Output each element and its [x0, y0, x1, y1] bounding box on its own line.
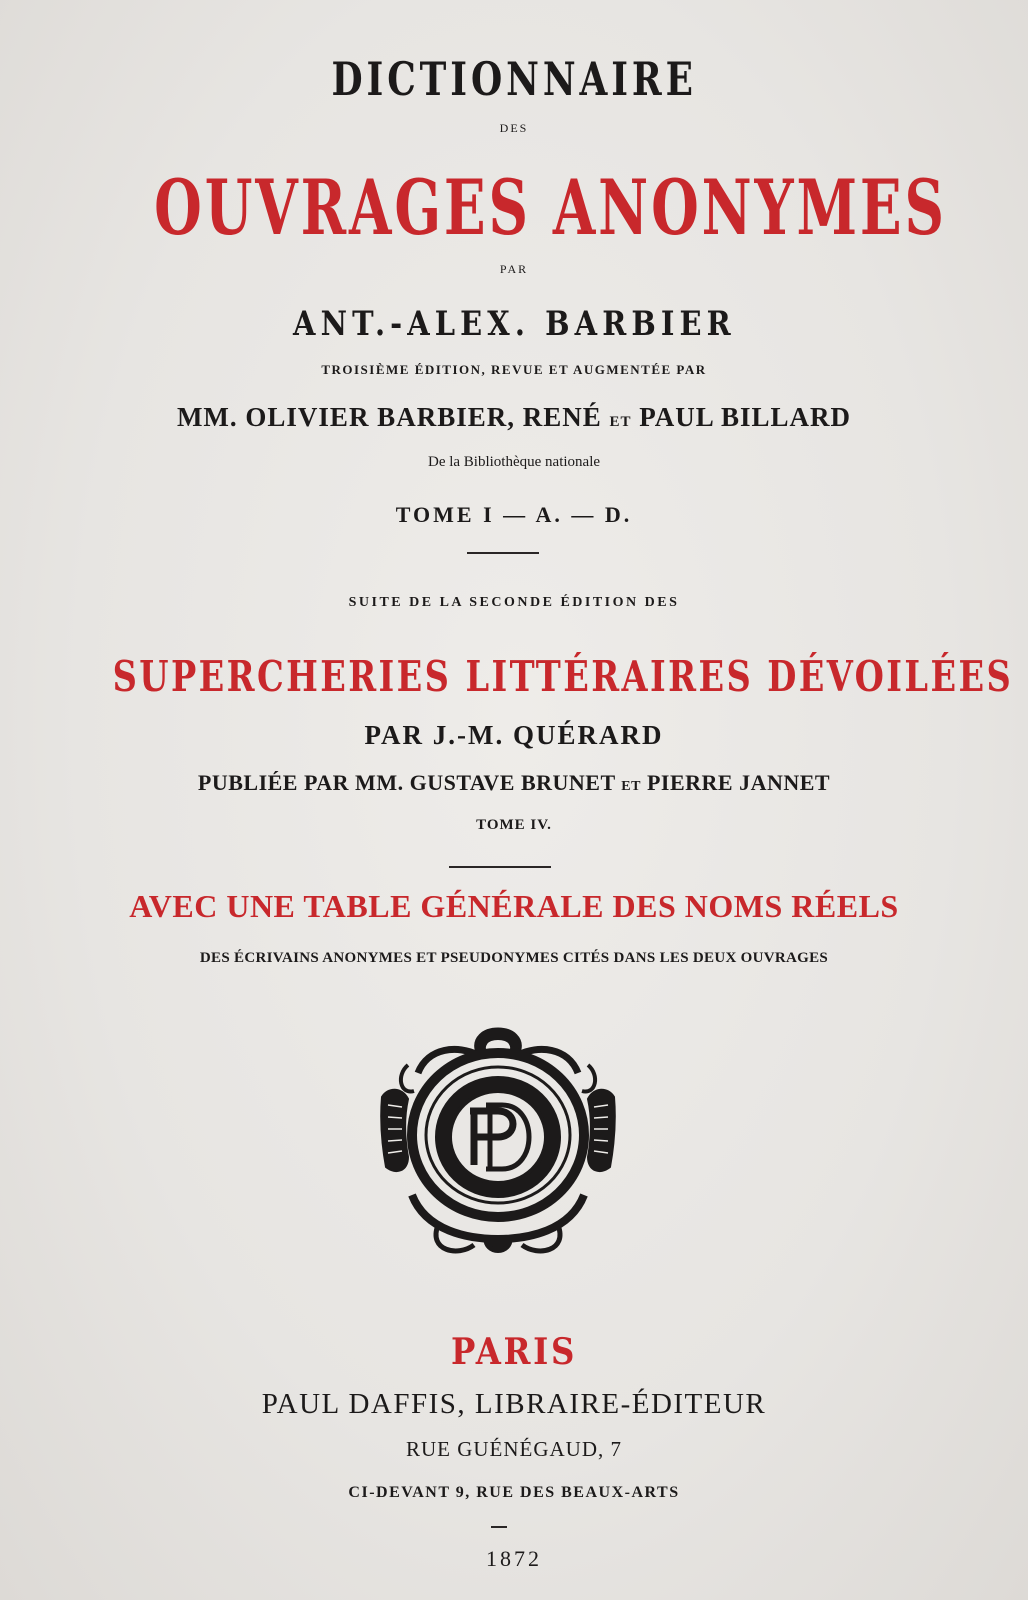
imprint-publisher: PAUL DAFFIS, LIBRAIRE-ÉDITEUR [261, 1388, 767, 1420]
title-line-2: OUVRAGES ANONYMES [154, 163, 947, 252]
ecrivains-line: DES ÉCRIVAINS ANONYMES ET PSEUDONYMES CITÉS DANS LES DEUX OUVRAGES [199, 950, 829, 966]
supercheries-title: SUPERCHERIES LITTÉRAIRES DÉVOILÉES [112, 652, 1014, 701]
tome-iv: TOME IV. [476, 817, 552, 833]
title-des: DES [499, 121, 529, 135]
title-par: PAR [499, 262, 529, 276]
editors-line [0, 402, 1028, 433]
imprint-year: 1872 [486, 1546, 542, 1571]
title-line-1: DICTIONNAIRE [331, 52, 697, 106]
suite-line: SUITE DE LA SECONDE ÉDITION DES [348, 595, 680, 610]
author-name: ANT.-ALEX. BARBIER [292, 304, 736, 344]
divider-rule [449, 866, 551, 868]
tome-range: TOME I — A. — D. [395, 502, 633, 527]
printer-device-icon [378, 1025, 618, 1261]
editors-part-1: MM. OLIVIER BARBIER, RENÉ [176, 402, 602, 432]
editors-et: ET [609, 414, 632, 430]
bibliotheque-line: De la Bibliothèque nationale [427, 454, 601, 470]
querard-line: PAR J.-M. QUÉRARD [364, 720, 664, 750]
imprint-city: PARIS [450, 1331, 578, 1373]
imprint-former-address: CI-DEVANT 9, RUE DES BEAUX-ARTS [348, 1484, 680, 1501]
publiee-part-1: PUBLIÉE PAR MM. GUSTAVE BRUNET [197, 770, 616, 795]
imprint-address: RUE GUÉNÉGAUD, 7 [405, 1437, 623, 1461]
publiee-line [0, 770, 1028, 796]
publiee-part-2: PIERRE JANNET [646, 770, 831, 795]
publiee-et: ET [621, 779, 641, 794]
edition-statement: TROISIÈME ÉDITION, REVUE ET AUGMENTÉE PAR [321, 362, 707, 377]
divider-rule [467, 552, 539, 554]
editors-part-2: PAUL BILLARD [639, 402, 852, 432]
divider-rule [491, 1526, 507, 1528]
table-generale-heading: AVEC UNE TABLE GÉNÉRALE DES NOMS RÉELS [129, 888, 899, 924]
